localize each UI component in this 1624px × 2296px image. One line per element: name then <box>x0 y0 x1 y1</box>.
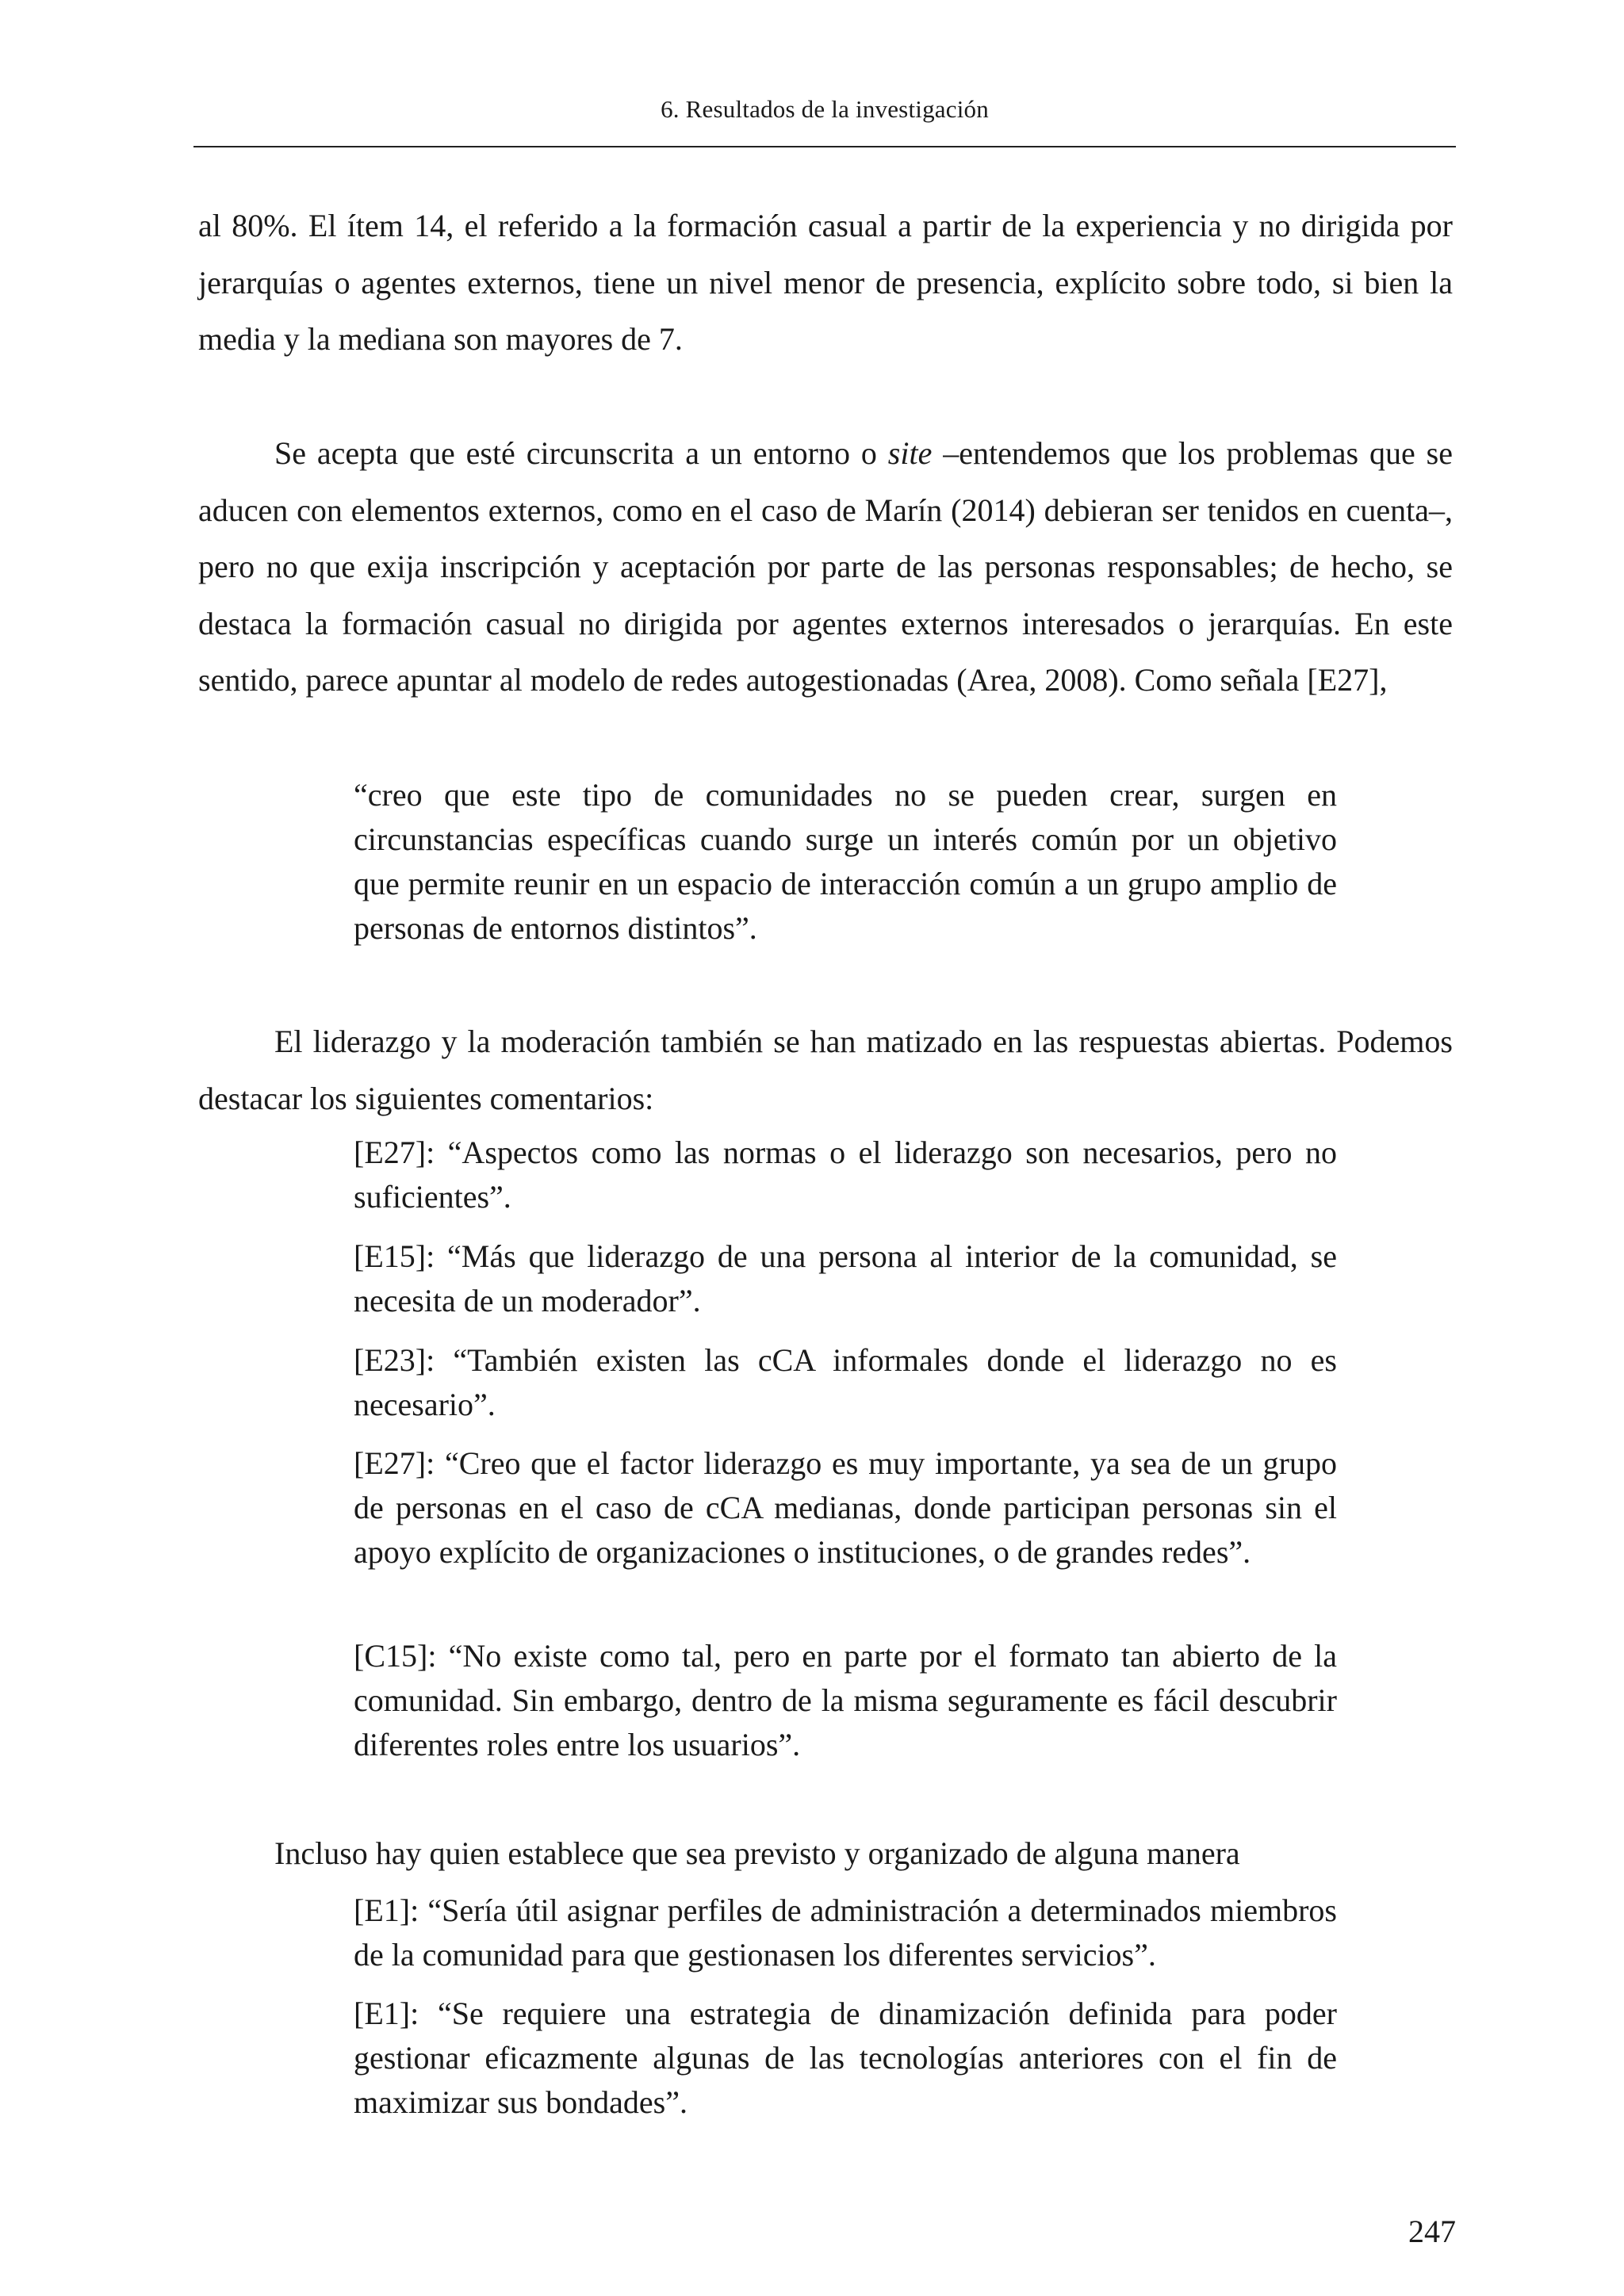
block-quote-e27-normas: [E27]: “Aspectos como las normas o el liderazgo son necesarios, pero no suficientes”. <box>354 1135 1337 1215</box>
block-quote-c15: [C15]: “No existe como tal, pero en parte por el formato tan abierto de la comunidad. Sin embargo, dentro de la misma seguramente es fácil descubrir diferentes roles entre los usuarios”. <box>354 1638 1337 1762</box>
paragraph-site-rest: –entendemos que los problemas que se aducen con elementos externos, como en el caso de Marín (2014) debieran ser tenidos en cuenta–, pero no que exija inscripción y aceptación por parte de las personas responsables; de hecho, se destaca la formación casual no dirigida por agentes externos interesados o jerarquías. En este sentido, parece apuntar al modelo de redes autogestionadas (Area, 2008). Como señala [E27], <box>198 435 1454 698</box>
paragraph-incluso: Incluso hay quien establece que sea previsto y organizado de alguna manera <box>274 1835 1240 1871</box>
paragraph-site-start: Se acepta que esté circunscrita a un entorno o <box>274 435 888 471</box>
header-rule <box>193 146 1456 147</box>
block-quote-e1-perfiles: [E1]: “Sería útil asignar perfiles de administración a determinados miembros de la comunidad para que gestionasen los diferentes servicios”. <box>354 1892 1337 1973</box>
block-quote-e23: [E23]: “También existen las cCA informales donde el liderazgo no es necesario”. <box>354 1342 1337 1422</box>
running-header: 6. Resultados de la investigación <box>661 95 989 123</box>
page-number: 247 <box>1408 2214 1456 2249</box>
block-quote-e15: [E15]: “Más que liderazgo de una persona al interior de la comunidad, se necesita de un moderador”. <box>354 1238 1337 1318</box>
block-quote-e27-comunidades: “creo que este tipo de comunidades no se pueden crear, surgen en circunstancias específicas cuando surge un interés común por un objetivo que permite reunir en un espacio de interacción común a un grupo amplio de personas de entornos distintos”. <box>354 777 1337 946</box>
block-quote-e1-estrategia: [E1]: “Se requiere una estrategia de dinamización definida para poder gestionar eficazmente algunas de las tecnologías anteriores con el fin de maximizar sus bondades”. <box>354 1996 1337 2120</box>
paragraph-site <box>198 425 1453 709</box>
italic-site-term: site <box>887 435 933 471</box>
paragraph-liderazgo: El liderazgo y la moderación también se han matizado en las respuestas abiertas. Podemos destacar los siguientes comentarios: <box>198 1024 1453 1116</box>
paragraph-item-14: al 80%. El ítem 14, el referido a la formación casual a partir de la experiencia y no dirigida por jerarquías o agentes externos, tiene un nivel menor de presencia, explícito sobre todo, si bien la media y la mediana son mayores de 7. <box>198 208 1453 357</box>
block-quote-e27-liderazgo: [E27]: “Creo que el factor liderazgo es muy importante, ya sea de un grupo de personas en el caso de cCA medianas, donde participan personas sin el apoyo explícito de organizaciones o instituciones, o de grandes redes”. <box>354 1445 1337 1570</box>
